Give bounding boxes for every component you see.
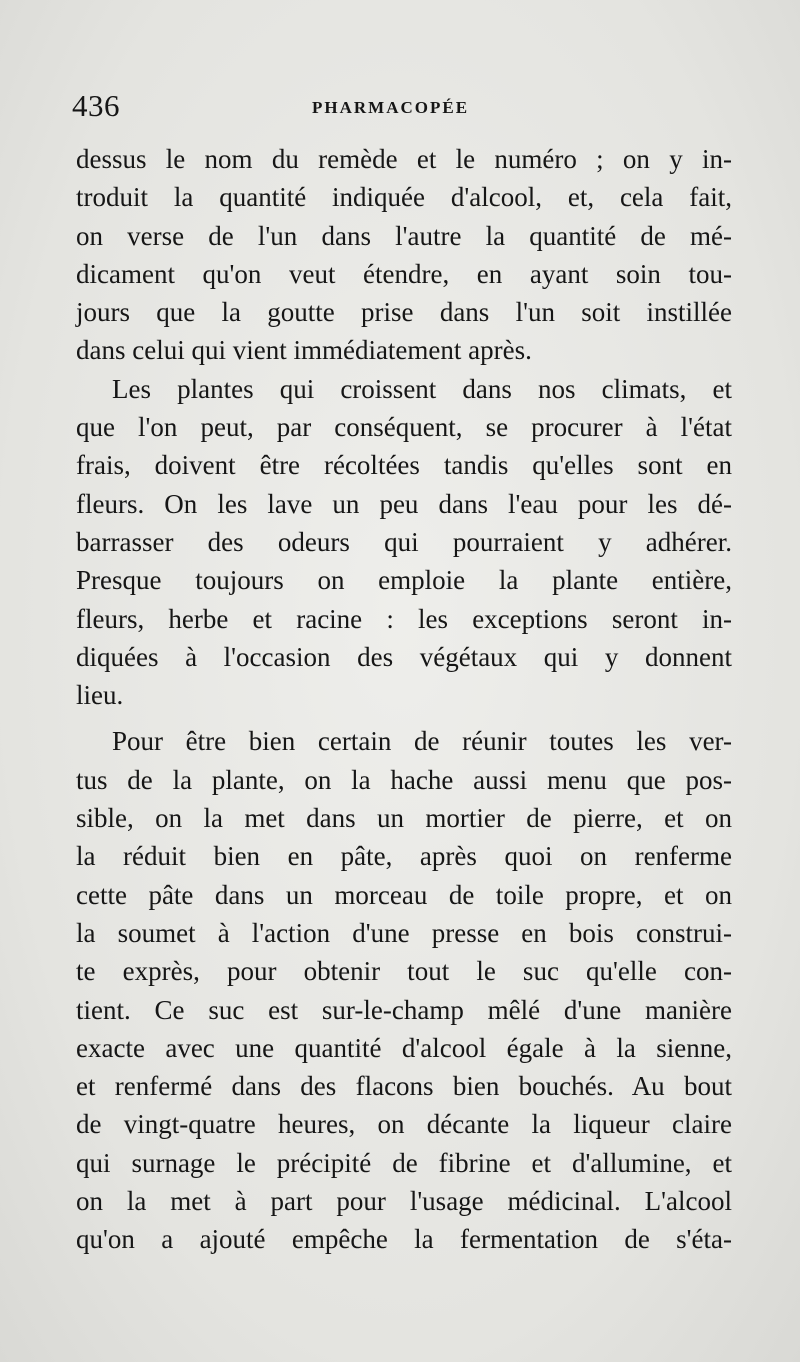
page-number: 436 <box>72 88 120 123</box>
body-text <box>76 140 732 1259</box>
text-line: troduit la quantité indiquée d'alcool, et, cela fait, <box>76 182 732 213</box>
text-line: jours que la goutte prise dans l'un soit instillée <box>76 297 732 328</box>
text-line: fleurs, herbe et racine : les exceptions seront in- <box>76 603 732 634</box>
text-line: Presque toujours on emploie la plante entière, <box>76 565 732 596</box>
text-line: lieu. <box>76 680 124 711</box>
text-line: la réduit bien en pâte, après quoi on renferme <box>76 841 732 872</box>
text-line: frais, doivent être récoltées tandis qu'elles sont en <box>76 450 732 481</box>
text-line: diquées à l'occasion des végétaux qui y donnent <box>76 641 732 672</box>
text-line: cette pâte dans un morceau de toile propre, et on <box>76 879 732 910</box>
text-line: tient. Ce suc est sur-le-champ mêlé d'une manière <box>76 994 732 1025</box>
text-line: qui surnage le précipité de fibrine et d'allumine, et <box>76 1147 732 1178</box>
text-line: te exprès, pour obtenir tout le suc qu'elle con- <box>76 956 732 987</box>
text-line: on verse de l'un dans l'autre la quantité de mé- <box>76 220 732 251</box>
text-line: sible, on la met dans un mortier de pierre, et on <box>76 803 732 834</box>
text-line: que l'on peut, par conséquent, se procurer à l'état <box>76 412 732 443</box>
paragraph-gap <box>76 714 732 722</box>
text-line: de vingt-quatre heures, on décante la liqueur claire <box>76 1109 732 1140</box>
text-line: et renfermé dans des flacons bien bouchés. Au bout <box>76 1071 732 1102</box>
text-line: tus de la plante, on la hache aussi menu que pos- <box>76 764 732 795</box>
running-head: PHARMACOPÉE <box>312 98 470 117</box>
text-line: dans celui qui vient immédiatement après. <box>76 335 532 366</box>
text-line: fleurs. On les lave un peu dans l'eau pour les dé- <box>76 488 732 519</box>
text-line: Pour être bien certain de réunir toutes les ver- <box>112 726 732 757</box>
text-line: barrasser des odeurs qui pourraient y adhérer. <box>76 526 732 557</box>
page-header <box>72 88 732 128</box>
text-line: Les plantes qui croissent dans nos climats, et <box>112 373 732 404</box>
text-line: qu'on a ajouté empêche la fermentation de s'éta- <box>76 1224 732 1255</box>
text-line: exacte avec une quantité d'alcool égale à la sienne, <box>76 1032 732 1063</box>
text-line: on la met à part pour l'usage médicinal. L'alcool <box>76 1186 732 1217</box>
text-line: dicament qu'on veut étendre, en ayant soin tou- <box>76 258 732 289</box>
text-line: dessus le nom du remède et le numéro ; on y in- <box>76 144 732 174</box>
text-line: la soumet à l'action d'une presse en bois construi- <box>76 917 732 948</box>
